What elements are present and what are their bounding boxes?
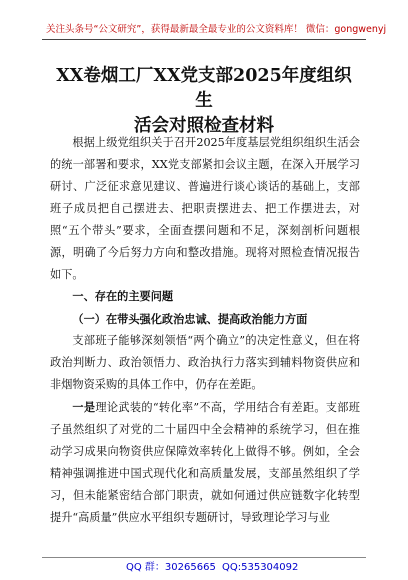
intro-paragraph: 根据上级党组织关于召开2025年度基层党组织组织生活会的统一部署和要求，XX党支部紧扣会议主题，在深入开展学习研讨、广泛征求意见建议、普遍进行谈心谈话的基础上，支部班子成员把自己摆进去、把职责摆进去、把工作摆进去，对照“五个带头”要求，全面查摆问题和不足，深刻剖析问题根源，明确了今后努力方向和整改措施。现将对照检查情况报告如下。 xyxy=(50,136,360,281)
title-line-2: 活会对照检查材料 xyxy=(134,116,274,136)
page-footer xyxy=(0,561,408,575)
body-paragraph: 支部班子能够深刻领悟“两个确立”的决定性意义，但在将政治判断力、政治领悟力、政治执行力落实到辅料物资供应和非烟物资采购的具体工作中，仍存在差距。 xyxy=(50,334,360,391)
document-body xyxy=(50,132,360,529)
page-header-ad: 关注头条号“公文研究”，获得最新最全最专业的公文资料库！ 微信：gongwenyj xyxy=(46,24,387,35)
body-paragraph-point-one xyxy=(50,396,360,529)
footer-divider xyxy=(42,557,366,558)
point-text: 理论武装的“转化率”不高，学用结合有差距。支部班子虽然组织了对党的二十届四中全会精神的系统学习，但在推动学习成果向物资供应保障效率转化上做得不够。例如，全会精神强调推进中国式现代化和高质量发展，支部虽然组织了学习，但未能紧密结合部门职责，就如何通过供应链数字化转型提升“高质量”供应水平组织专题研讨，导致理论学习与业 xyxy=(50,401,360,524)
subsection-heading-political-loyalty: （一）在带头强化政治忠诚、提高政治能力方面 xyxy=(72,312,308,326)
document-title xyxy=(48,64,360,139)
footer-qq-number: QQ:535304092 xyxy=(222,562,299,573)
footer-qq-group: QQ 群：30265665 xyxy=(126,562,216,573)
title-line-1: XX卷烟工厂XX党支部2025年度组织生 xyxy=(56,66,352,111)
section-heading-issues: 一、存在的主要问题 xyxy=(72,290,174,303)
header-divider xyxy=(42,39,366,40)
point-lead: 一是 xyxy=(72,400,96,414)
